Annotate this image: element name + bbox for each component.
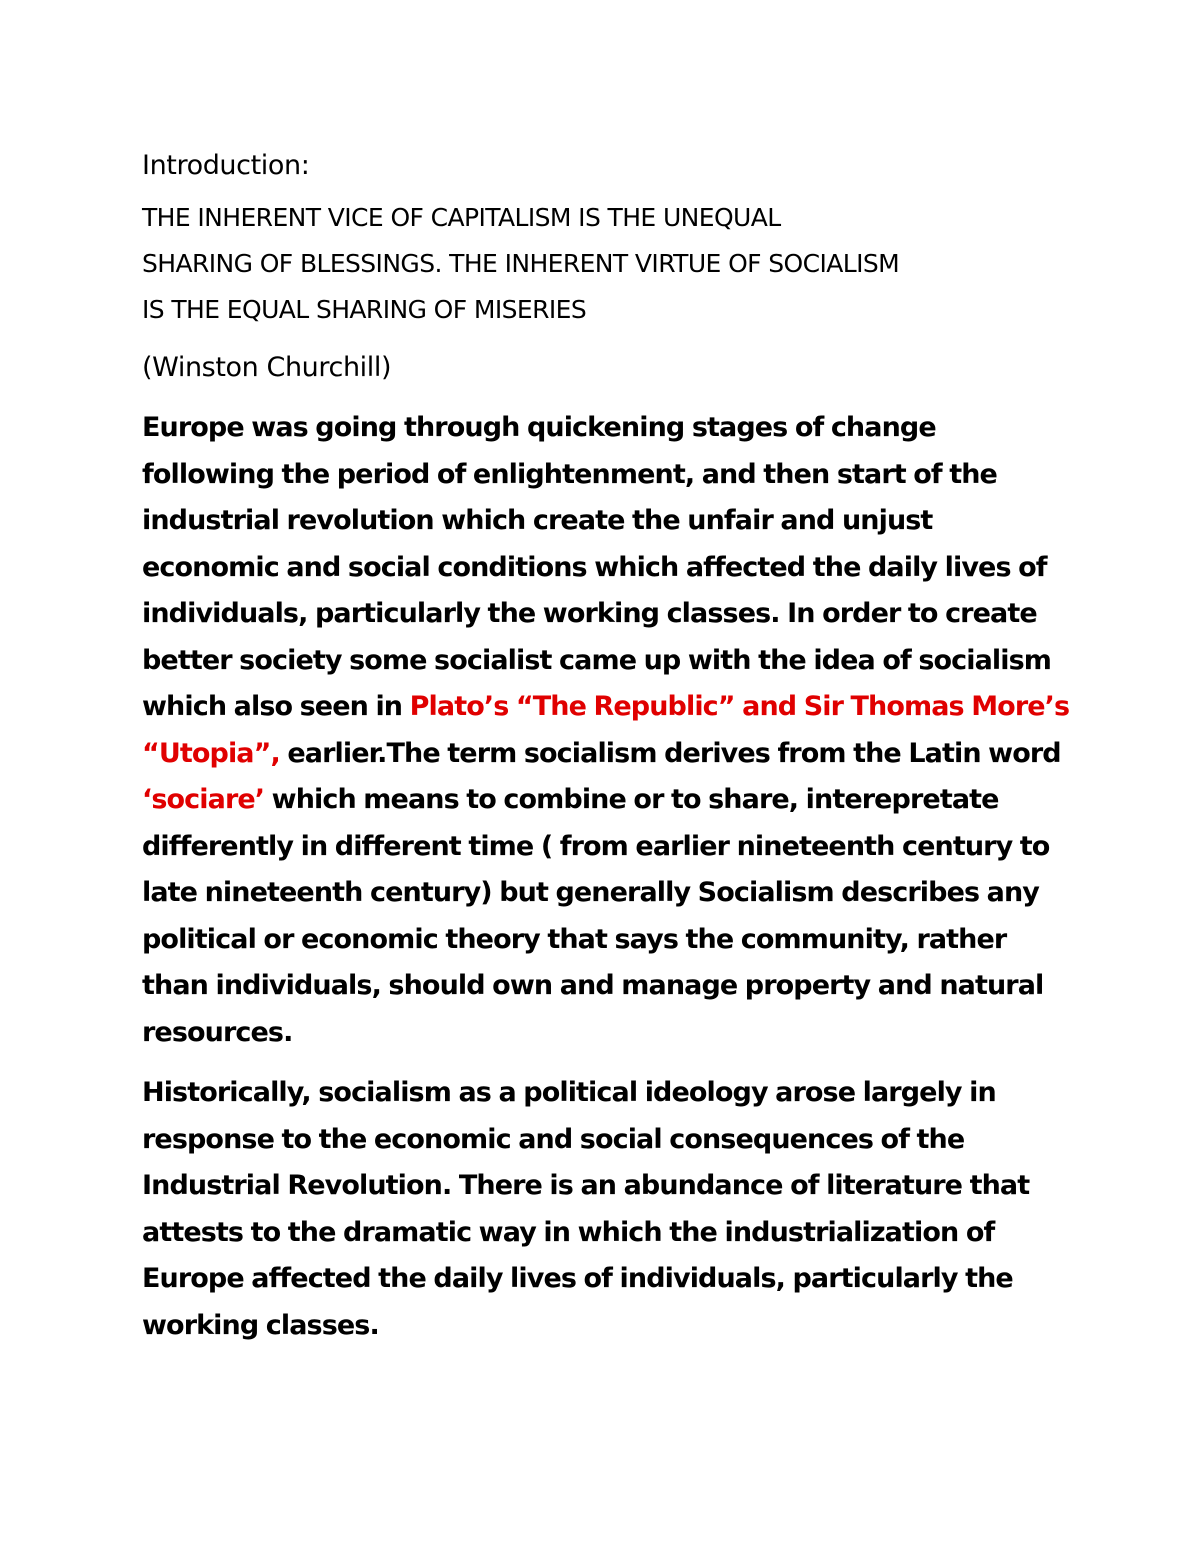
quote-line-1: THE INHERENT VICE OF CAPITALISM IS THE UNEQUAL xyxy=(142,203,781,232)
paragraph-socialism-origins xyxy=(142,405,1072,1056)
quote-attribution: (Winston Churchill) xyxy=(142,352,392,383)
paragraph-1-text-c: which means to combine or to share, interepretate differently in different time ( from earlier nineteenth century to late nineteenth century) but generally Socialism describes any political or economic theory that says the community, rather than individuals, should own and manage property and natural resources. xyxy=(142,784,1050,1048)
quote-line-2: SHARING OF BLESSINGS. THE INHERENT VIRTUE OF SOCIALISM xyxy=(142,249,900,278)
highlight-sociare: ‘sociare’ xyxy=(142,784,265,815)
paragraph-historical-context: Historically, socialism as a political ideology arose largely in response to the economic and social consequences of the Industrial Revolution. There is an abundance of literature that attests to the dramatic way in which the industrialization of Europe affected the daily lives of individuals, particularly the working classes. xyxy=(142,1077,1030,1341)
document-body xyxy=(142,143,1072,1349)
paragraph-1-text-a: Europe was going through quickening stages of change following the period of enlightenment, and then start of the industrial revolution which create the unfair and unjust economic and social conditions which affected the daily lives of individuals, particularly the working classes. In order to create better society some socialist came up with the idea of socialism which also seen in xyxy=(142,412,1052,722)
paragraph-1-text-b: earlier.The term socialism derives from the Latin word xyxy=(279,737,1061,769)
quote-line-3: IS THE EQUAL SHARING OF MISERIES xyxy=(142,295,587,324)
intro-heading: Introduction: xyxy=(142,150,310,181)
highlight-plato-more: Plato’s “The Republic” and Sir Thomas More’s “Utopia”, xyxy=(142,691,1070,769)
churchill-quote xyxy=(142,195,1072,333)
